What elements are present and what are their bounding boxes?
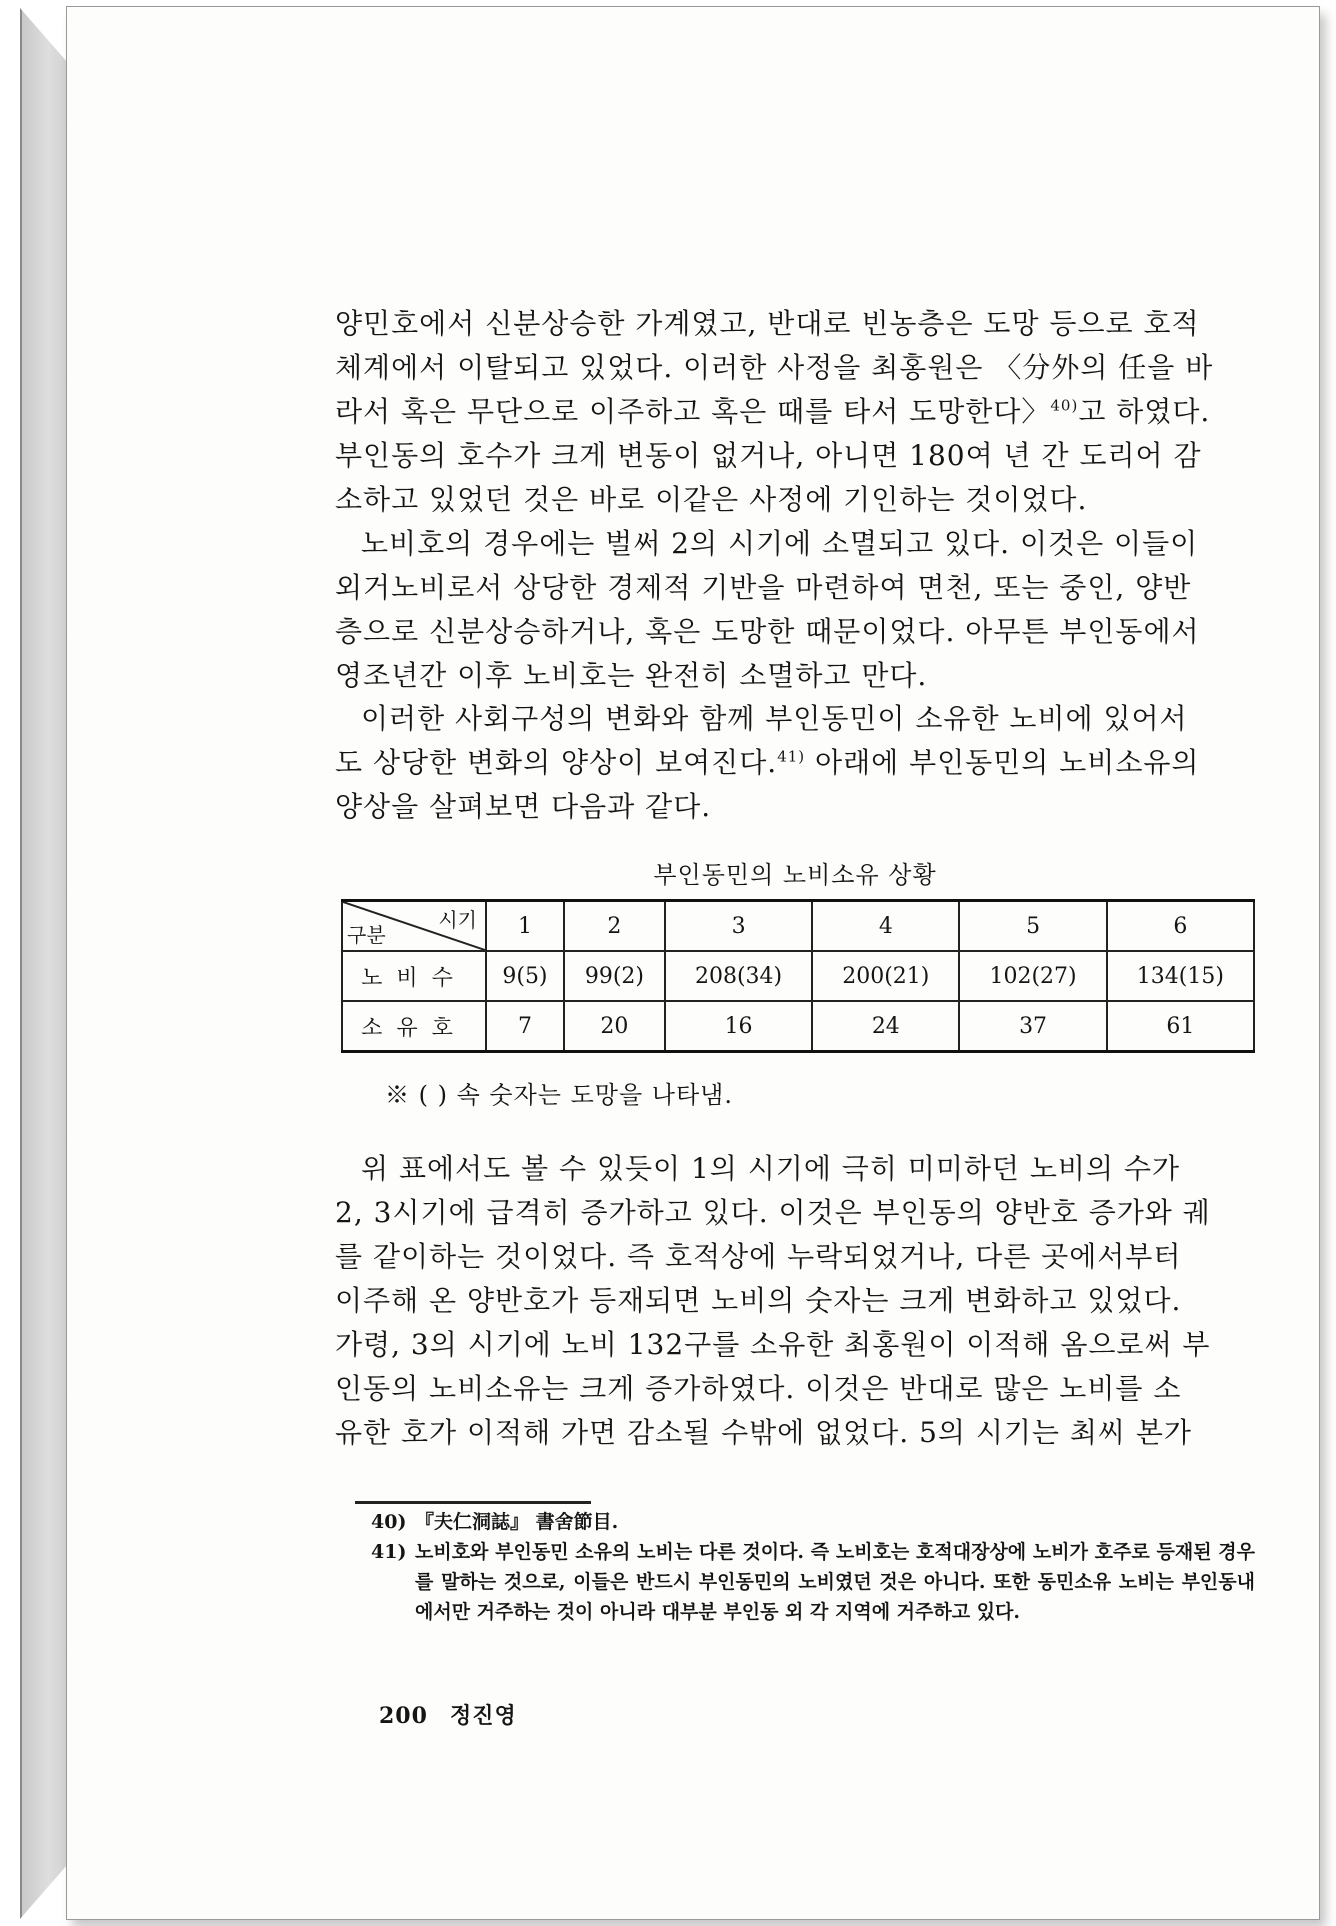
period-header: 3 [665, 901, 812, 952]
text-line: 를 같이하는 것이었다. 즉 호적상에 누락되었거나, 다른 곳에서부터 [335, 1240, 1182, 1273]
text-line: 체계에서 이탈되고 있었다. 이러한 사정을 최홍원은 〈分外의 任을 바 [335, 351, 1214, 384]
period-header: 2 [564, 901, 665, 952]
text-line: 라서 혹은 무단으로 이주하고 혹은 때를 타서 도망한다〉$^{40)}$고 하였다. [335, 395, 1211, 428]
table-cell: 24 [812, 1001, 959, 1052]
text-line: 양민호에서 신분상승한 가계였고, 반대로 빈농층은 도망 등으로 호적 [335, 307, 1200, 340]
table-cell: 208(34) [665, 951, 812, 1001]
table-cell: 20 [564, 1001, 665, 1052]
paragraph-3 [335, 697, 1199, 829]
period-header: 4 [812, 901, 959, 952]
text-line: 영조년간 이후 노비호는 완전히 소멸하고 만다. [335, 659, 928, 692]
text-line: 인동의 노비소유는 크게 증가하였다. 이것은 반대로 많은 노비를 소 [335, 1372, 1182, 1405]
row-label: 소유호 [342, 1001, 486, 1052]
table-cell: 134(15) [1107, 951, 1254, 1001]
text-line: 소하고 있었던 것은 바로 이같은 사정에 기인하는 것이었다. [335, 483, 1088, 516]
text-line: 외거노비로서 상당한 경제적 기반을 마련하여 면천, 또는 중인, 양반 [335, 571, 1192, 604]
table-cell: 16 [665, 1001, 812, 1052]
text-line: 이러한 사회구성의 변화와 함께 부인동민이 소유한 노비에 있어서 [361, 702, 1188, 735]
paragraph-2 [335, 522, 1200, 698]
text-line: 노비호의 경우에는 벌써 2의 시기에 소멸되고 있다. 이것은 이들이 [361, 527, 1199, 560]
footnote-text: 『夫仁洞誌』 書舍節目. [415, 1511, 619, 1533]
footnote-number: 41) [371, 1541, 407, 1563]
table-row [342, 1001, 1254, 1052]
table-cell: 99(2) [564, 951, 665, 1001]
book-page [66, 6, 1320, 1920]
slave-ownership-table [341, 899, 1255, 1053]
table-cell: 102(27) [959, 951, 1106, 1001]
period-header: 5 [959, 901, 1106, 952]
table-title: 부인동민의 노비소유 상황 [653, 861, 937, 889]
table-cell: 7 [486, 1001, 564, 1052]
table-note: ※ ( ) 속 숫자는 도망을 나타냄. [385, 1081, 733, 1109]
paragraph-4 [335, 1147, 1211, 1455]
text-line: 양상을 살펴보면 다음과 같다. [335, 790, 712, 823]
text-line: 위 표에서도 볼 수 있듯이 1의 시기에 극히 미미하던 노비의 수가 [361, 1152, 1181, 1185]
footnote-40 [371, 1507, 1255, 1537]
period-header: 1 [486, 901, 564, 952]
page-number: 200 [379, 1703, 428, 1729]
table-cell: 37 [959, 1001, 1106, 1052]
table-cell: 61 [1107, 1001, 1254, 1052]
text-line: 2, 3시기에 급격히 증가하고 있다. 이것은 부인동의 양반호 증가와 궤 [335, 1196, 1211, 1229]
row-label: 노비수 [342, 951, 486, 1001]
footnote-ref-40: 40) [1050, 396, 1079, 415]
table-row [342, 951, 1254, 1001]
author-name: 정진영 [449, 1703, 517, 1729]
text-line: 부인동의 호수가 크게 변동이 없거나, 아니면 180여 년 간 도리어 감 [335, 439, 1202, 472]
footnote-divider [355, 1501, 591, 1504]
text-line: 도 상당한 변화의 양상이 보여진다.$^{41)}$ 아래에 부인동민의 노비소유의 [335, 746, 1200, 779]
table-cell: 9(5) [486, 951, 564, 1001]
book-edge [20, 8, 70, 1919]
text-line: 층으로 신분상승하거나, 혹은 도망한 때문이었다. 아무튼 부인동에서 [335, 615, 1200, 648]
table-cell: 200(21) [812, 951, 959, 1001]
footnote-ref-41: 41) [777, 747, 806, 766]
table-corner-cell [342, 901, 486, 952]
footnote-number: 40) [371, 1511, 407, 1533]
corner-label-category: 구분 [347, 923, 386, 947]
footnote-text: 노비호와 부인동민 소유의 노비는 다른 것이다. 즉 노비호는 호적대장상에 노비가 호주로 등재된 경우를 말하는 것으로, 이들은 반드시 부인동민의 노비였던 것은 아니다. 또한 동민소유 노비는 부인동내에서만 거주하는 것이 아니라 대부분 부인동 외 각 지역에 거주하고 있다. [415, 1541, 1255, 1623]
page-folio [379, 1699, 539, 1730]
text-line: 이주해 온 양반호가 등재되면 노비의 숫자는 크게 변화하고 있었다. [335, 1284, 1182, 1317]
paragraph-1 [335, 302, 1213, 522]
text-line: 유한 호가 이적해 가면 감소될 수밖에 없었다. 5의 시기는 최씨 본가 [335, 1416, 1192, 1449]
footnote-41 [371, 1537, 1255, 1627]
period-header: 6 [1107, 901, 1254, 952]
table-header-row [342, 901, 1254, 952]
footnotes [371, 1507, 1255, 1627]
text-line: 가령, 3의 시기에 노비 132구를 소유한 최홍원이 이적해 옴으로써 부 [335, 1328, 1211, 1361]
corner-label-period: 시기 [438, 908, 477, 932]
